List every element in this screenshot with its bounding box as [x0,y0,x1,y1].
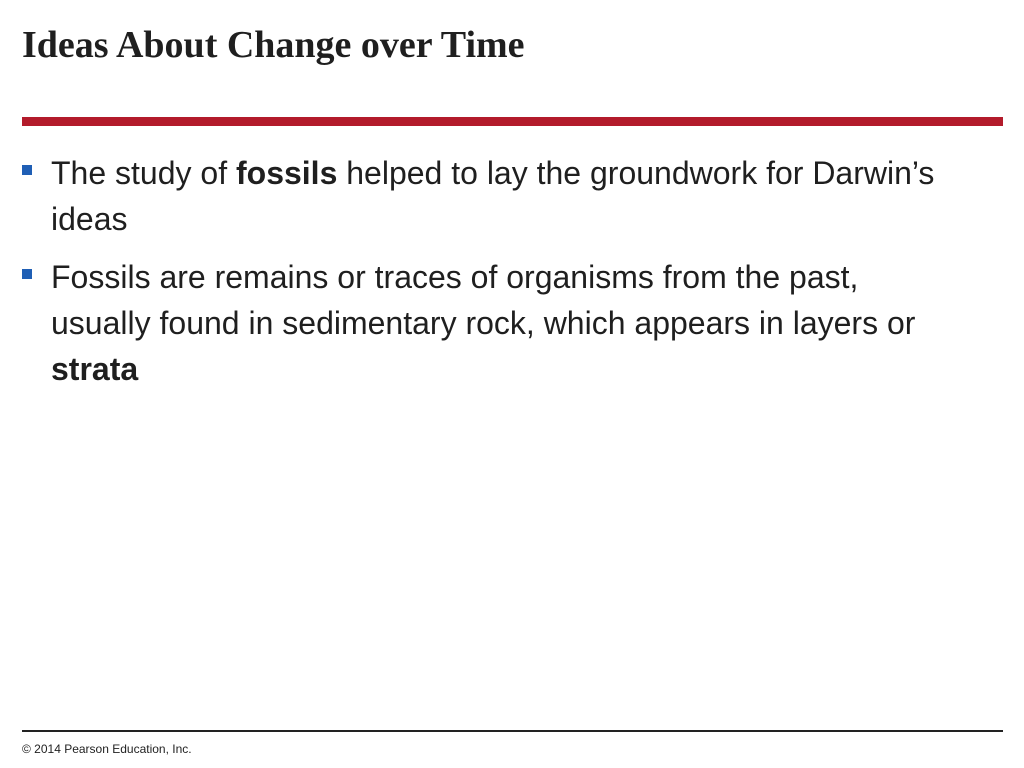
bullet-keyword: fossils [235,155,338,191]
bullet-text [51,155,934,237]
bullet-text [51,259,915,387]
bullet-item [22,254,942,392]
bullet-list [22,150,942,404]
slide-title: Ideas About Change over Time [22,24,525,66]
square-bullet-icon [22,269,32,279]
title-divider [22,117,1003,126]
footer-divider [22,730,1003,732]
bullet-keyword: strata [51,351,139,387]
bullet-text-before: The study of [51,155,236,191]
bullet-text-after: helped to lay the groundwork for Darwin’s ideas [51,155,935,237]
bullet-text-before: Fossils are remains or traces of organisms from the past, usually found in sedimentary rock, which appears in layers or [51,259,916,341]
copyright-footer: © 2014 Pearson Education, Inc. [22,742,192,756]
bullet-item [22,150,942,242]
square-bullet-icon [22,165,32,175]
